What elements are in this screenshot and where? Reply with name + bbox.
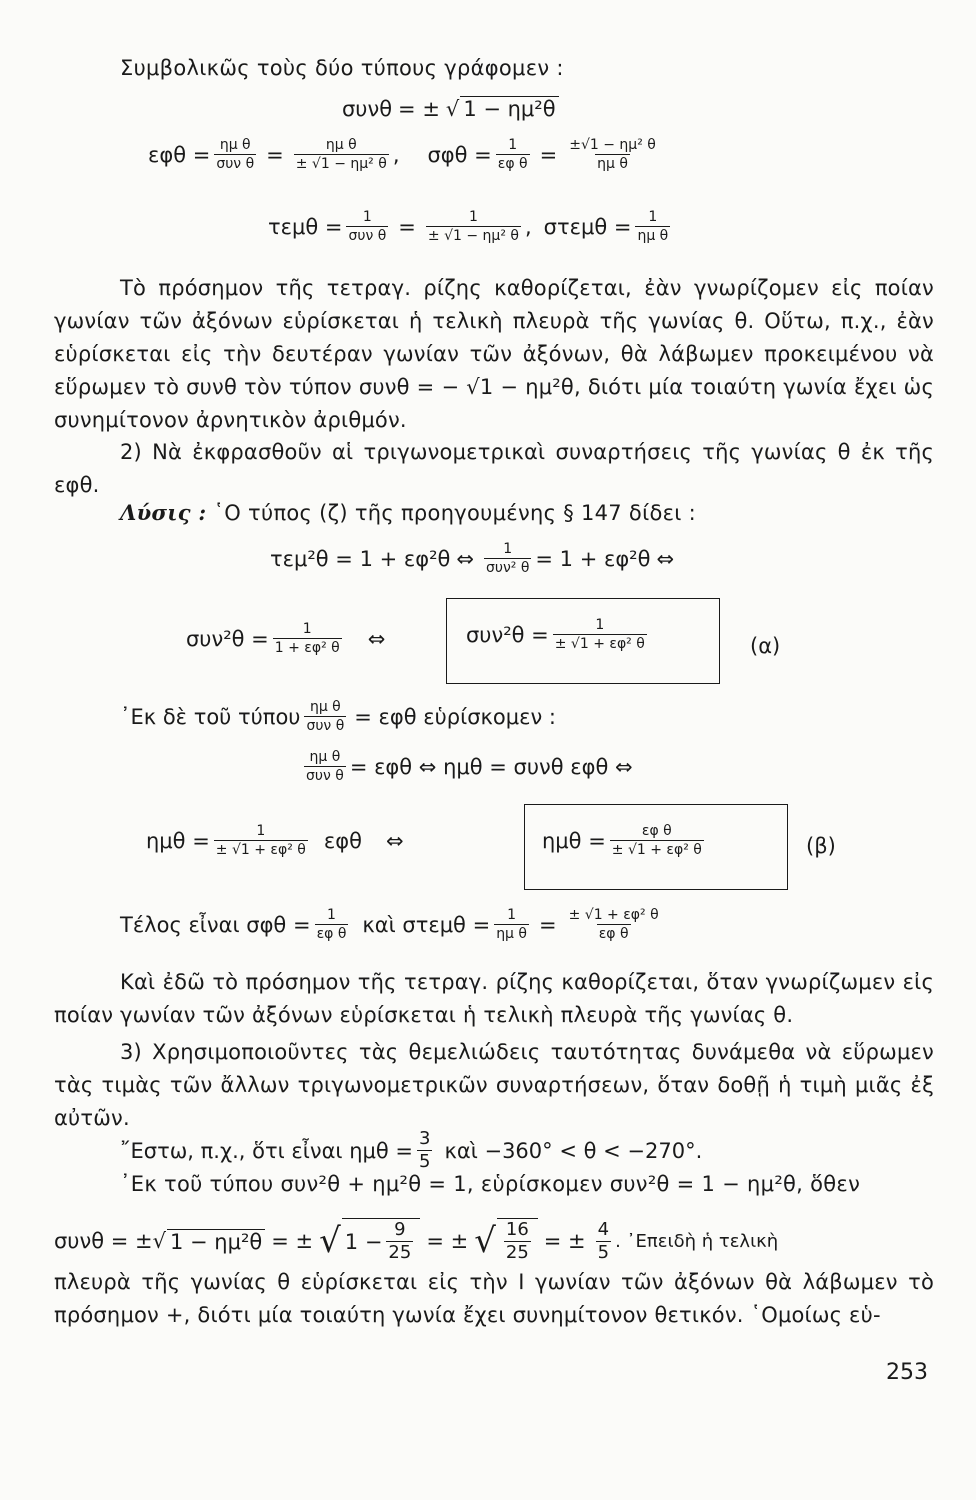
paragraph-2: 2) Νὰ ἐκφρασθοῦν αἱ τριγωνομετρικαὶ συναρτήσεις τῆς γωνίας θ ἐκ τῆς εφθ.	[54, 440, 934, 497]
fraction	[504, 1219, 531, 1264]
denominator: εφ θ	[598, 926, 629, 942]
fraction	[553, 616, 647, 653]
denominator: συν θ	[306, 718, 345, 734]
numerator: ημ θ	[309, 749, 341, 765]
numerator: ± √1 + εφ² θ	[568, 907, 659, 923]
tag-beta: (β)	[806, 834, 836, 858]
denominator: εφ θ	[497, 156, 528, 172]
numerator: 1	[302, 621, 312, 637]
fraction	[610, 822, 704, 859]
numerator: ημ θ	[309, 699, 341, 715]
equation-cos-value	[54, 1218, 778, 1264]
equation-cos-squared	[186, 620, 391, 657]
eq-lhs: συνθ = ±	[54, 1229, 153, 1253]
iff-icon: ⇔	[367, 626, 386, 651]
trail-text: = εφθ εὑρίσκομεν :	[354, 704, 556, 729]
denominator: 5	[597, 1241, 610, 1263]
equation-sin-relation	[300, 748, 633, 785]
intro-text: Συμβολικῶς τοὺς δύο τύπους γράφομεν :	[120, 56, 564, 80]
paragraph-3: Καὶ ἐδῶ τὸ πρόσημον τῆς τετραγ. ρίζης καθορίζεται, ὅταν γνωρίζωμεν εἰς ποίαν γωνίαν τῶν ἀξόνων εὑρίσκεται ἡ τελικὴ πλευρὰ τῆς γωνίας θ.	[54, 970, 934, 1027]
trail-text: καὶ −360° < θ < −270°.	[444, 1138, 703, 1163]
comma: ,	[392, 142, 400, 167]
eq-lhs: τεμθ =	[268, 214, 343, 239]
boxed-equation-alpha	[466, 616, 651, 653]
eq-rhs: = 1 + εφ²θ	[535, 546, 651, 571]
equation-sec-squared	[270, 540, 680, 577]
fraction	[386, 1219, 413, 1264]
denominator: ± √1 + εφ² θ	[215, 842, 306, 858]
fraction	[484, 540, 531, 577]
paragraph-4: 3) Χρησιμοποιοῦντες τὰς θεμελιώδεις ταυτότητας δυνάμεθα νὰ εὕρωμεν τὰς τιμὰς τῶν ἄλλων τριγωνομετρικῶν συναρτήσεων, ὅταν δοθῇ ἡ τιμὴ μιᾶς ἐξ αὐτῶν.	[54, 1040, 934, 1130]
paragraph-5: πλευρὰ τῆς γωνίας θ εὑρίσκεται εἰς τὴν Ι γωνίαν τῶν ἀξόνων θὰ λάβωμεν τὸ πρόσημον +, διότι μία τοιαύτη γωνία ἔχει συνημίτονον θετικόν. ῾Ομοίως εὑ-	[54, 1270, 934, 1327]
equals-sign: =	[538, 912, 557, 937]
tag-alpha: (α)	[750, 634, 781, 658]
cot-lhs: σφθ =	[427, 142, 492, 167]
comma: ,	[524, 214, 532, 239]
numerator: 16	[505, 1219, 529, 1240]
fraction	[494, 906, 529, 943]
solution-label: Λύσις :	[120, 500, 207, 525]
eq-lhs: ημθ =	[146, 828, 210, 853]
numerator: 1	[507, 907, 517, 923]
fraction	[567, 906, 661, 943]
numerator: 1	[595, 617, 605, 633]
numerator: ημ θ	[325, 137, 357, 153]
denominator: εφ θ	[316, 926, 347, 942]
denominator: συν θ	[348, 228, 387, 244]
denominator: ± √1 + εφ² θ	[611, 842, 702, 858]
fraction	[417, 1128, 432, 1173]
equation-sin	[146, 822, 410, 859]
denominator: συν θ	[216, 156, 255, 172]
equals-sign: = ±	[426, 1229, 469, 1253]
solution-text: ῾Ο τύπος (ζ) τῆς προηγουμένης § 147 δίδει :	[213, 501, 697, 525]
denominator: ± √1 − ημ² θ	[295, 156, 387, 172]
radicand-lead: 1 −	[344, 1229, 383, 1254]
from-formula-line	[120, 698, 556, 735]
denominator: ημ θ	[637, 228, 669, 244]
eq-lhs: συνθ	[342, 96, 393, 121]
lead-text: ᾽Εκ δὲ τοῦ τύπου	[120, 704, 301, 729]
radicand-fraction	[497, 1218, 538, 1264]
equals-sign: = ±	[543, 1229, 586, 1253]
eq-lhs: τεμ²θ = 1 + εφ²θ	[270, 546, 451, 571]
eq-lhs: εφθ =	[148, 142, 211, 167]
numerator: 1	[362, 209, 372, 225]
lead-text: ῎Εστω, π.χ., ὅτι εἶναι ημθ =	[120, 1138, 414, 1163]
fraction	[304, 698, 346, 735]
iff-icon: ⇔	[456, 546, 474, 571]
numerator: 1	[648, 209, 658, 225]
equals-sign: = ±	[271, 1229, 314, 1253]
fraction	[567, 136, 658, 173]
numerator: ±√1 − ημ² θ	[569, 137, 656, 153]
page-number: 253	[886, 1360, 928, 1385]
fraction	[346, 208, 388, 245]
radicand: 1 − ημ²θ	[167, 1229, 265, 1254]
numerator: ημ θ	[219, 137, 251, 153]
fraction	[273, 620, 342, 657]
sqrt-icon: √	[445, 96, 460, 121]
boxed-equation-beta	[542, 822, 708, 859]
fraction	[426, 208, 521, 245]
denominator: 5	[419, 1151, 431, 1172]
equation-tan	[148, 136, 662, 173]
eq-lhs: συν²θ =	[186, 626, 269, 651]
eq-lhs: συν²θ =	[466, 622, 549, 647]
equals-sign: =	[266, 142, 284, 167]
fraction	[214, 822, 308, 859]
denominator: 25	[505, 1242, 529, 1263]
fraction	[635, 208, 670, 245]
numerator: εφ θ	[641, 823, 672, 839]
equation-cos	[342, 96, 559, 121]
denominator: ημ θ	[597, 156, 628, 172]
denominator: ± √1 − ημ² θ	[427, 228, 519, 244]
denominator: ± √1 + εφ² θ	[554, 636, 645, 652]
numerator: 9	[394, 1219, 406, 1240]
fraction	[294, 136, 389, 173]
fraction	[214, 136, 256, 173]
fraction	[304, 748, 346, 785]
example-line	[120, 1128, 702, 1173]
denominator: ημ θ	[496, 926, 527, 942]
paragraph-1: Τὸ πρόσημον τῆς τετραγ. ρίζης καθορίζεται, ἐὰν γνωρίζομεν εἰς ποίαν γωνίαν τῶν ἀξόνων εὑρίσκεται ἡ τελικὴ πλευρὰ τῆς γωνίας θ. Οὕτω, π.χ., ἐὰν εὑρίσκεται εἰς τὴν δευτέραν γωνίαν τῶν ἀξόνων, θὰ λάβωμεν προκειμένου νὰ εὕρωμεν τὸ συνθ τὸν τύπον συνθ = − √1 − ημ²θ, διότι μία τοιαύτη γωνία ἔχει ὡς συνημίτονον ἀρνητικὸν ἀριθμόν.	[54, 276, 934, 432]
equals-sign: =	[539, 142, 558, 167]
denominator: 1 + εφ² θ	[274, 640, 340, 656]
sqrt-icon: √	[319, 1221, 341, 1261]
fraction	[496, 136, 530, 173]
from-identity-line: ᾽Εκ τοῦ τύπου συν²θ + ημ²θ = 1, εὑρίσκομεν συν²θ = 1 − ημ²θ, ὅθεν	[120, 1172, 861, 1196]
solution-line	[120, 500, 696, 525]
sqrt-icon: √	[474, 1221, 496, 1261]
radicand-complex	[342, 1218, 421, 1264]
sqrt-icon: √	[152, 1229, 166, 1253]
numerator: 1	[503, 541, 513, 557]
eq-sign: = ±	[398, 96, 440, 121]
lead-text: Τέλος εἶναι σφθ =	[120, 912, 311, 937]
numerator: 3	[419, 1128, 431, 1149]
denominator: συν θ	[306, 768, 344, 784]
numerator: 1	[256, 823, 266, 839]
trail-text: . ᾽Επειδὴ ἡ τελικὴ	[615, 1230, 779, 1252]
numerator: 1	[327, 907, 336, 923]
numerator: 1	[468, 209, 478, 225]
denominator: συν² θ	[485, 560, 530, 576]
mid-text: καὶ στεμθ =	[362, 912, 491, 937]
equals-sign: =	[398, 214, 416, 239]
equation-sec	[268, 208, 674, 245]
numerator: 4	[597, 1218, 610, 1240]
iff-icon: ⇔	[385, 828, 404, 853]
tan-factor: εφθ	[323, 828, 362, 853]
numerator: 1	[508, 137, 518, 153]
denominator: 25	[388, 1242, 412, 1263]
finally-line	[120, 906, 665, 943]
eq-rest: = εφθ ⇔ ημθ = συνθ εφθ ⇔	[349, 754, 633, 779]
fraction	[315, 906, 349, 943]
csc-lhs: στεμθ =	[543, 214, 632, 239]
radicand: 1 − ημ²θ	[460, 96, 558, 121]
iff-icon: ⇔	[656, 546, 675, 571]
eq-lhs: ημθ =	[542, 828, 606, 853]
fraction	[596, 1219, 611, 1264]
